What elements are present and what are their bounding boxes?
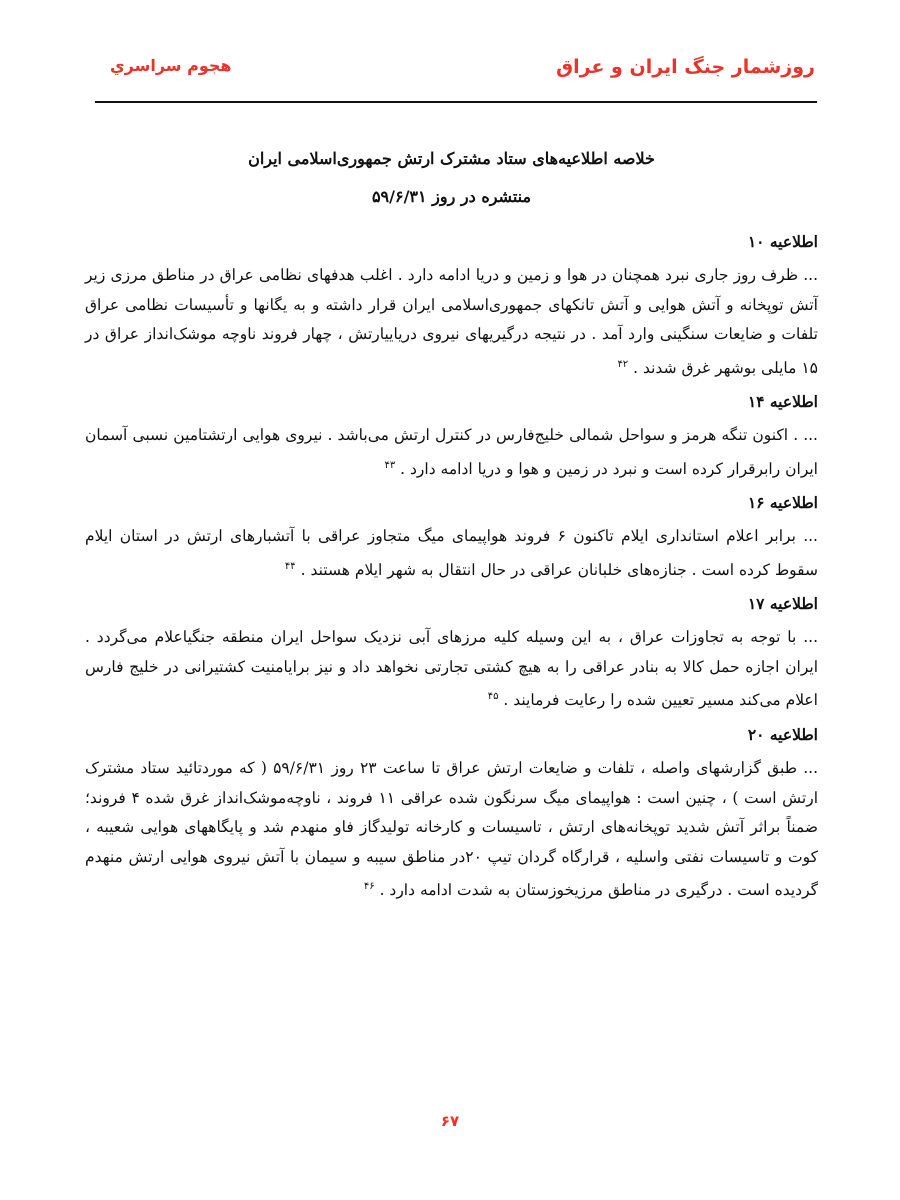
announcement-section (85, 722, 818, 906)
header-divider (95, 101, 817, 103)
footnote-marker: ۴۶ (363, 881, 375, 893)
announcement-heading: اطلاعیه ۱۷ (747, 594, 818, 614)
section-title: هجوم سراسري (110, 56, 232, 75)
announcement-text: ... با توجه به تجاوزات عراق ، به این وسیله کلیه مرزهای آبی نزدیک سواحل ایران منطقه جنگیاعلام می‌گردد . ایران اجازه حمل کالا به بنادر عراقی را به هیچ کشتی تجارتی نخواهد داد و نیز برایامنیت کشتیرانی در خلیج فارس اعلام می‌کند مسیر تعیین شده را رعایت فرمایند . $^{۴۵}$ (85, 628, 818, 710)
document-title: خلاصه اطلاعیه‌های ستاد مشترک ارتش جمهوری‌اسلامی ایران (248, 149, 655, 168)
announcement-section (85, 591, 818, 716)
announcement-section (85, 229, 818, 383)
announcement-text: ... ظرف روز جاری نبرد همچنان در هوا و زمین و دریا ادامه دارد . اغلب هدفهای نظامی عراق در مناطق مرزی زیر آتش توپخانه و آتش هوایی و آتش تانکهای جمهوری‌اسلامی ایران قرار داشته و به یگانها و تأسیسات نظامی عراق تلفات و ضایعات سنگینی وارد آمد . در نتیجه درگیریهای نیروی دریاییارتش ، چهار فروند ناوچه موشک‌انداز عراق در ۱۵ مایلی بوشهر غرق شدند . $^{۴۲}$ (85, 266, 818, 377)
announcement-section (85, 389, 818, 484)
announcement-heading: اطلاعیه ۲۰ (747, 725, 818, 745)
document-body (85, 135, 818, 912)
footnote-marker: ۴۵ (487, 691, 499, 703)
announcement-text: ... . اکنون تنگه هرمز و سواحل شمالی خلیج‌فارس در کنترل ارتش می‌باشد . نیروی هوایی ارتشتامین نسبی آسمان ایران رابرقرار کرده است و نبرد در زمین و هوا و دریا ادامه دارد . $^{۴۳}$ (85, 426, 818, 478)
document-subtitle: منتشره در روز ۵۹/۶/۳۱ (371, 187, 532, 206)
footnote-marker: ۴۴ (284, 560, 296, 572)
page-header (95, 52, 815, 92)
announcement-section (85, 490, 818, 585)
announcement-heading: اطلاعیه ۱۰ (747, 232, 818, 251)
announcement-heading: اطلاعیه ۱۶ (747, 493, 818, 513)
footnote-marker: ۴۲ (617, 358, 629, 370)
announcement-text: ... طبق گزارشهای واصله ، تلفات و ضایعات ارتش عراق تا ساعت ۲۳ روز ۵۹/۶/۳۱ ( که موردتائید ستاد مشترک ارتش است ) ، چنین است : هواپیمای میگ سرنگون شده عراقی ۱۱ فروند ، ناوچه‌موشک‌انداز غرق شده ۴ فروند؛ ضمناً براثر آتش شدید توپخانه‌های ارتش ، تاسیسات و کارخانه تولیدگاز فاو منهدم شد و پایگاههای هوایی شعیبه ، کوت و تاسیسات نفتی واسلیه ، قرارگاه گردان تیپ ۲۰در مناطق سیبه و سیمان با آتش نیروی هوایی ارتش منهدم گردیده است . درگیری در مناطق مرزیخوزستان به شدت ادامه دارد . $^{۴۶}$ (85, 759, 819, 900)
announcement-text: ... برابر اعلام استانداری ایلام تاکنون ۶ فروند هواپیمای میگ متجاوز عراقی با آتشبارهای ارتش در استان ایلام سقوط کرده است . جنازه‌های خلبانان عراقی در حال انتقال به شهر ایلام هستند . $^{۴۴}$ (85, 527, 818, 579)
announcement-heading: اطلاعیه ۱۴ (747, 392, 818, 412)
book-title: روزشمار جنگ ایران و عراق (556, 56, 815, 78)
footnote-marker: ۴۳ (384, 459, 396, 471)
page-number: ۶۷ (440, 1112, 460, 1130)
